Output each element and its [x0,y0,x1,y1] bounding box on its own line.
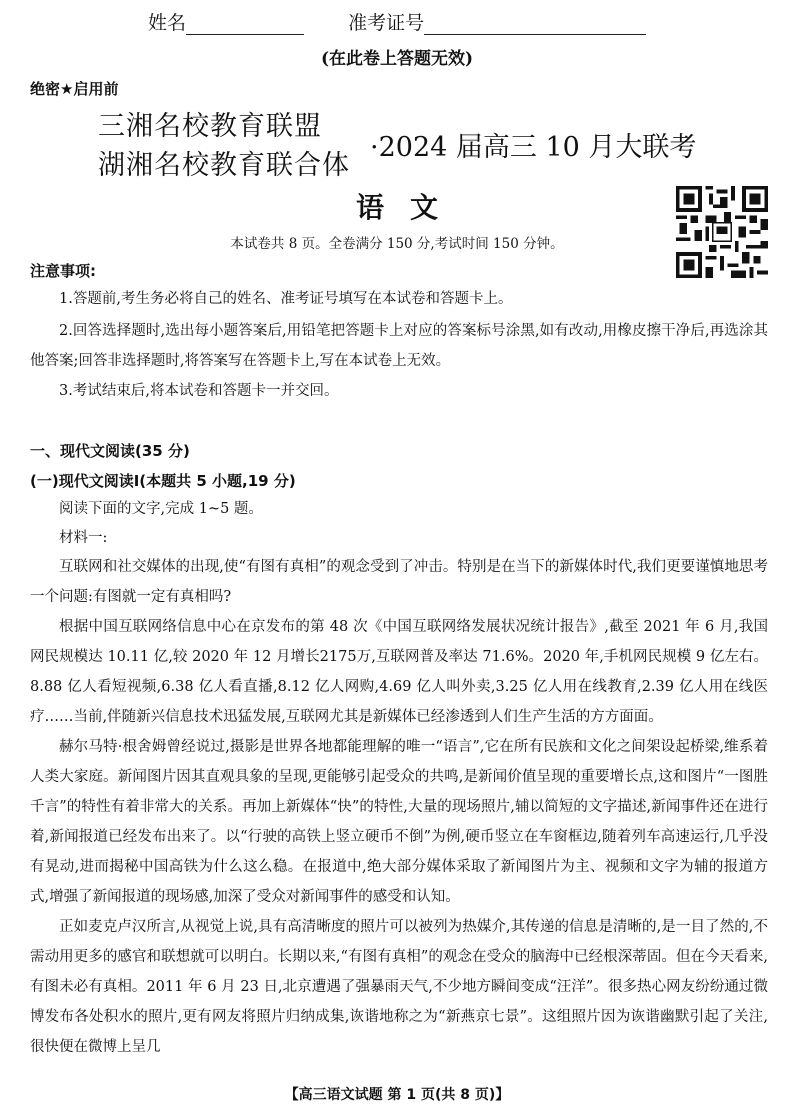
article-paragraph: 正如麦克卢汉所言,从视觉上说,具有高清晰度的照片可以被列为热媒介,其传递的信息是清晰的,是一目了然的,不需动用更多的感官和联想就可以明白。长期以来,“有图有真相”的观念在受众的脑海中已经根深蒂固。但在今天看来,有图未必有真相。2011 年 6 月 23 日,北京遭遇了强暴雨天气,不少地方瞬间变成“汪洋”。很多热心网友纷纷通过微博发布各处积水的照片,更有网友将照片归纳成集,诙谐地称之为“新燕京七景”。这组照片因为诙谐幽默引起了关注,很快便在微博上呈几 [30,919,768,1055]
org-line-1: 三湘名校教育联盟 [98,111,322,142]
id-blank [424,16,646,35]
section-subtitle: (一)现代文阅读Ⅰ(本题共 5 小题,19 分) [30,472,296,490]
qr-code-icon [676,186,768,278]
secret-mark: 绝密★启用前 [30,80,119,98]
exam-title: ·2024 届高三 10 月大联考 [370,132,697,163]
notice-item-2: 2.回答选择题时,选出每小题答案后,用铅笔把答题卡上对应的答案标号涂黑,如有改动,用橡皮擦干净后,再选涂其他答案;回答非选择题时,将答案写在答题卡上,写在本试卷上无效。 [30,323,768,369]
reading-instruction: 阅读下面的文字,完成 1~5 题。 [59,501,263,517]
candidate-header [148,8,646,35]
material-label: 材料一: [59,530,108,546]
exam-intro: 本试卷共 8 页。全卷满分 150 分,考试时间 150 分钟。 [230,236,564,252]
page-footer: 【高三语文试题 第 1 页(共 8 页)】 [284,1087,510,1103]
article-paragraph: 根据中国互联网络信息中心在京发布的第 48 次《中国互联网络发展状况统计报告》,截至 2021 年 6 月,我国网民规模达 10.11 亿,较 2020 年 12 月增长2175万,互联网普及率达 71.6%。2020 年,手机网民规模 9 亿左右。8.88 亿人看短视频,6.38 亿人看直播,8.12 亿人网购,4.69 亿人叫外卖,3.25 亿人用在线教育,2.39 亿人用在线医疗……当前,伴随新兴信息技术迅猛发展,互联网尤其是新媒体已经渗透到人们生产生活的方方面面。 [30,619,768,725]
notice-item-3: 3.考试结束后,将本试卷和答题卡一并交回。 [59,383,339,399]
article-paragraph: 互联网和社交媒体的出现,使“有图有真相”的观念受到了冲击。特别是在当下的新媒体时代,我们更要谨慎地思考一个问题:有图就一定有真相吗? [30,559,768,605]
subject-title: 语文 [355,191,464,224]
name-label: 姓名 [148,12,187,34]
id-label: 准考证号 [348,12,425,34]
article-paragraph: 赫尔马特·根舍姆曾经说过,摄影是世界各地都能理解的唯一“语言”,它在所有民族和文化之间架设起桥梁,维系着人类大家庭。新闻图片因其直观具象的呈现,更能够引起受众的共鸣,是新闻价值呈现的重要增长点,这和图片“一图胜千言”的特性有着非常大的关系。再加上新媒体“快”的特性,大量的现场照片,辅以简短的文字描述,新闻事件还在进行着,新闻报道已经发布出来了。以“行驶的高铁上竖立硬币不倒”为例,硬币竖立在车窗框边,随着列车高速运行,几乎没有晃动,进而揭秘中国高铁为什么这么稳。在报道中,绝大部分媒体采取了新闻图片为主、视频和文字为辅的报道方式,增强了新闻报道的现场感,加深了受众对新闻事件的感受和认知。 [30,739,768,905]
notice-item-1: 1.答题前,考生务必将自己的姓名、准考证号填写在本试卷和答题卡上。 [59,291,513,307]
notice-heading: 注意事项: [30,262,96,280]
invalid-note: (在此卷上答题无效) [320,49,474,69]
org-line-2: 湖湘名校教育联合体 [98,150,350,181]
name-blank [186,16,304,35]
section-title: 一、现代文阅读(35 分) [30,442,190,460]
